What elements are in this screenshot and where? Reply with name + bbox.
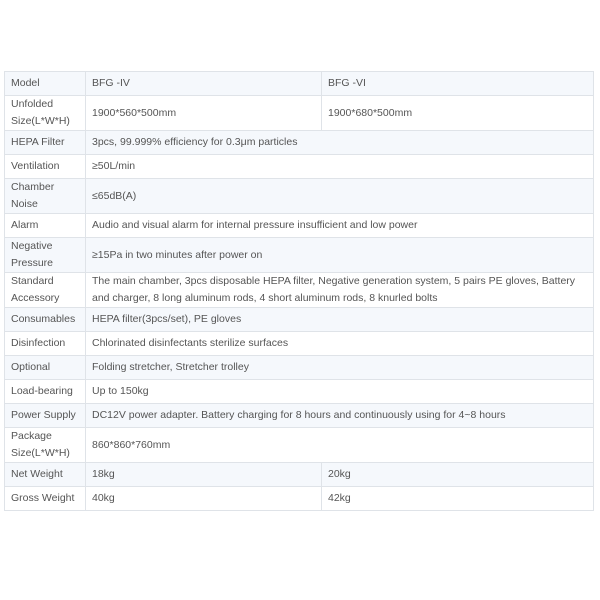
row-label: Ventilation	[5, 155, 86, 179]
consumables-value: HEPA filter(3pcs/set), PE gloves	[86, 308, 594, 332]
table-row-optional	[5, 356, 594, 380]
row-label: Consumables	[5, 308, 86, 332]
table-row-load-bearing	[5, 380, 594, 404]
load-bearing-value: Up to 150kg	[86, 380, 594, 404]
table-row-package-size	[5, 428, 594, 463]
model-a-value: BFG -IV	[86, 72, 322, 96]
row-label: Alarm	[5, 214, 86, 238]
row-label: Package Size(L*W*H)	[5, 428, 86, 463]
row-label: Power Supply	[5, 404, 86, 428]
table-row-alarm	[5, 214, 594, 238]
ventilation-value: ≥50L/min	[86, 155, 594, 179]
row-label: HEPA Filter	[5, 131, 86, 155]
row-label: Disinfection	[5, 332, 86, 356]
table-row-gross-weight	[5, 487, 594, 511]
table-row-chamber-noise	[5, 179, 594, 214]
gross-weight-b-value: 42kg	[322, 487, 594, 511]
row-label: Negative Pressure	[5, 238, 86, 273]
row-label: Chamber Noise	[5, 179, 86, 214]
disinfection-value: Chlorinated disinfectants sterilize surfaces	[86, 332, 594, 356]
row-label: Net Weight	[5, 463, 86, 487]
table-row-unfolded-size	[5, 96, 594, 131]
standard-accessory-value: The main chamber, 3pcs disposable HEPA filter, Negative generation system, 5 pairs PE gloves, Battery and charger, 8 long aluminum rods, 4 short aluminum rods, 8 knurled bolts	[86, 273, 594, 308]
chamber-noise-value: ≤65dB(A)	[86, 179, 594, 214]
row-label: Optional	[5, 356, 86, 380]
negative-pressure-value: ≥15Pa in two minutes after power on	[86, 238, 594, 273]
row-label: Model	[5, 72, 86, 96]
table-row-disinfection	[5, 332, 594, 356]
unfolded-size-a-value: 1900*560*500mm	[86, 96, 322, 131]
table-row-model	[5, 72, 594, 96]
package-size-value: 860*860*760mm	[86, 428, 594, 463]
power-supply-value: DC12V power adapter. Battery charging for 8 hours and continuously using for 4~8 hours	[86, 404, 594, 428]
table-row-ventilation	[5, 155, 594, 179]
table-row-hepa-filter	[5, 131, 594, 155]
alarm-value: Audio and visual alarm for internal pressure insufficient and low power	[86, 214, 594, 238]
row-label: Unfolded Size(L*W*H)	[5, 96, 86, 131]
hepa-filter-value: 3pcs, 99.999% efficiency for 0.3μm particles	[86, 131, 594, 155]
unfolded-size-b-value: 1900*680*500mm	[322, 96, 594, 131]
table-row-consumables	[5, 308, 594, 332]
gross-weight-a-value: 40kg	[86, 487, 322, 511]
table-row-negative-pressure	[5, 238, 594, 273]
net-weight-b-value: 20kg	[322, 463, 594, 487]
net-weight-a-value: 18kg	[86, 463, 322, 487]
model-b-value: BFG -VI	[322, 72, 594, 96]
table-row-net-weight	[5, 463, 594, 487]
row-label: Gross Weight	[5, 487, 86, 511]
row-label: Standard Accessory	[5, 273, 86, 308]
row-label: Load-bearing	[5, 380, 86, 404]
table-row-power-supply	[5, 404, 594, 428]
optional-value: Folding stretcher, Stretcher trolley	[86, 356, 594, 380]
table-row-standard-accessory	[5, 273, 594, 308]
specification-table	[4, 71, 594, 511]
